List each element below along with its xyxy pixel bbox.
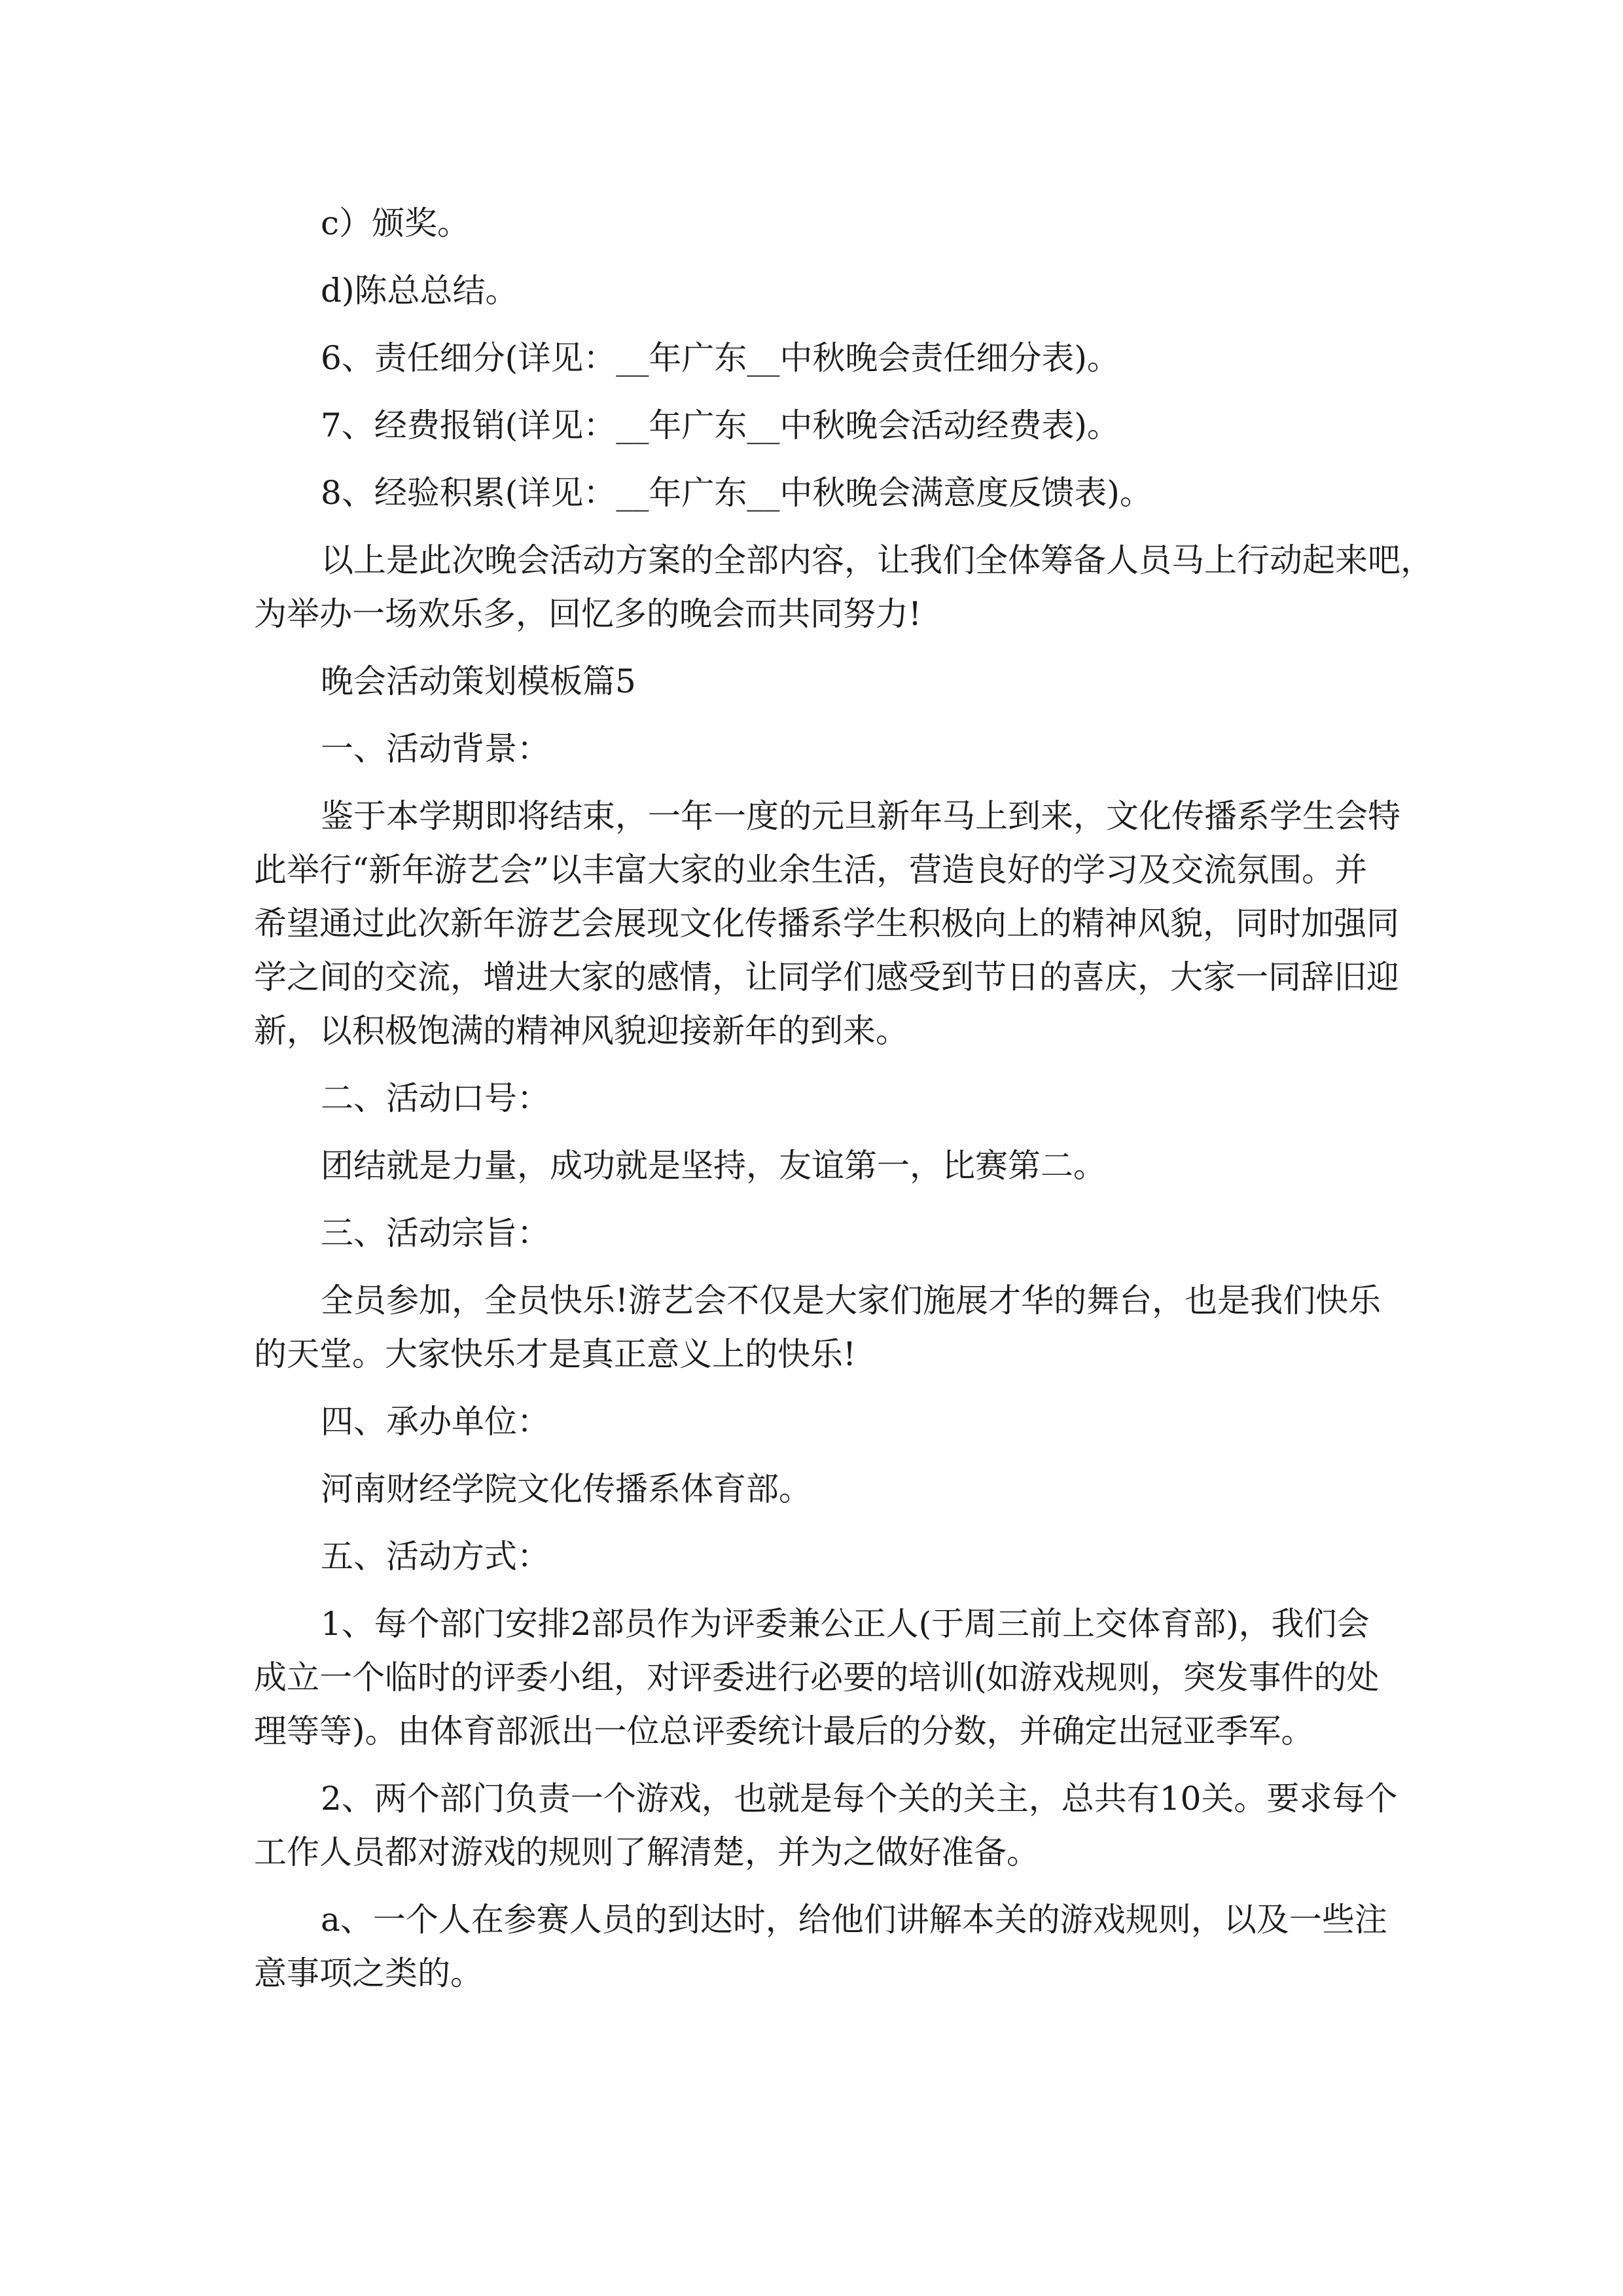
paragraph-line: 为举办一场欢乐多，回忆多的晚会而共同努力! xyxy=(254,595,922,633)
section-heading: 五、活动方式： xyxy=(321,1537,550,1575)
paragraph-line: 工作人员都对游戏的规则了解清楚，并为之做好准备。 xyxy=(254,1833,1039,1871)
paragraph-line: a、一个人在参赛人员的到达时，给他们讲解本关的游戏规则，以及一些注 xyxy=(321,1901,1387,1939)
section-heading: 一、活动背景： xyxy=(321,730,550,768)
paragraph-line: 8、经验积累(详见：__年广东__中秋晚会满意度反馈表)。 xyxy=(321,474,1152,512)
section-heading: 二、活动口号： xyxy=(321,1079,550,1117)
paragraph-line: 学之间的交流，增进大家的感情，让同学们感受到节日的喜庆，大家一同辞旧迎 xyxy=(254,958,1399,996)
section-heading: 三、活动宗旨： xyxy=(321,1214,550,1252)
section-heading: 晚会活动策划模板篇5 xyxy=(321,662,636,700)
paragraph-line: 的天堂。大家快乐才是真正意义上的快乐! xyxy=(254,1335,857,1373)
paragraph-line: 意事项之类的。 xyxy=(254,1954,483,1992)
paragraph-line: 2、两个部门负责一个游戏，也就是每个关的关主，总共有10关。要求每个 xyxy=(321,1780,1398,1818)
paragraph-line: 成立一个临时的评委小组，对评委进行必要的培训(如游戏规则，突发事件的处 xyxy=(254,1659,1380,1696)
paragraph-line: 7、经费报销(详见：__年广东__中秋晚会活动经费表)。 xyxy=(321,406,1120,444)
paragraph-line: 团结就是力量，成功就是坚持，友谊第一，比赛第二。 xyxy=(321,1147,1106,1185)
paragraph-line: 全员参加，全员快乐!游艺会不仅是大家们施展才华的舞台，也是我们快乐 xyxy=(321,1282,1382,1319)
paragraph-line: 希望通过此次新年游艺会展现文化传播系学生积极向上的精神风貌，同时加强同 xyxy=(254,905,1399,942)
document-body xyxy=(254,196,1433,2000)
paragraph-line: 新，以积极饱满的精神风貌迎接新年的到来。 xyxy=(254,1012,908,1050)
paragraph-line: 6、责任细分(详见：__年广东__中秋晚会责任细分表)。 xyxy=(321,339,1120,377)
paragraph-line: 鉴于本学期即将结束，一年一度的元旦新年马上到来，文化传播系学生会特 xyxy=(321,797,1400,835)
paragraph-line: 1、每个部门安排2部员作为评委兼公正人(于周三前上交体育部)，我们会 xyxy=(321,1605,1370,1643)
paragraph-line: 此举行“新年游艺会”以丰富大家的业余生活，营造良好的学习及交流氛围。并 xyxy=(254,851,1368,889)
paragraph-line: 理等等)。由体育部派出一位总评委统计最后的分数，并确定出冠亚季军。 xyxy=(254,1712,1314,1750)
paragraph-line: 以上是此次晚会活动方案的全部内容，让我们全体筹备人员马上行动起来吧， xyxy=(321,541,1433,579)
section-heading: 四、承办单位： xyxy=(321,1403,550,1441)
paragraph-line: 河南财经学院文化传播系体育部。 xyxy=(321,1470,812,1508)
paragraph-line: d)陈总总结。 xyxy=(321,272,518,310)
paragraph-line: c）颁奖。 xyxy=(321,204,471,242)
